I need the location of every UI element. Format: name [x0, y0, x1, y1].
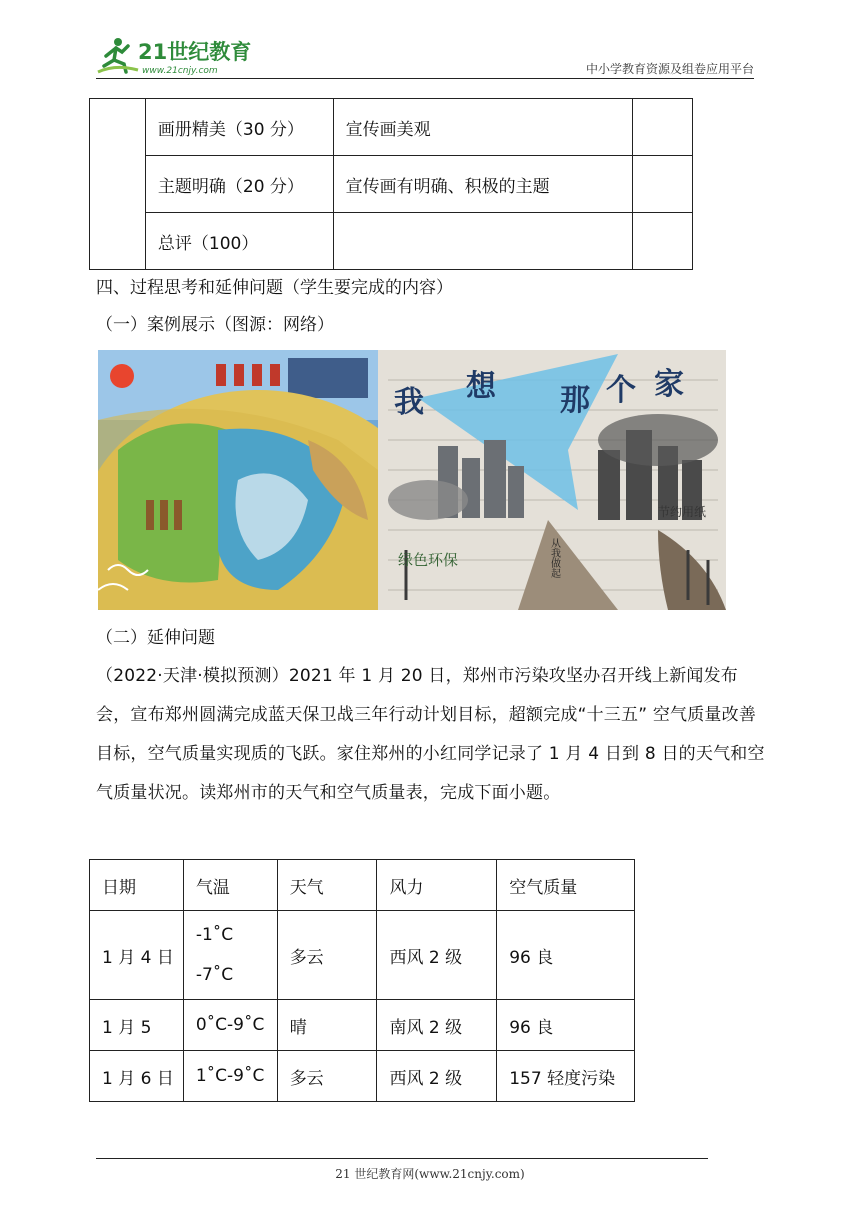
poster-right-label: 节约用纸: [658, 505, 707, 519]
banner-char: 我: [394, 385, 424, 420]
weather-table: [89, 859, 635, 1102]
table-cell: 157 轻度污染: [497, 1051, 635, 1102]
table-cell: [333, 213, 632, 270]
section-heading: 四、过程思考和延伸问题（学生要完成的内容）: [96, 278, 453, 298]
table-row: [90, 99, 693, 156]
city-poster-image: [378, 350, 726, 610]
table-row: [90, 911, 635, 1000]
table-cell: [633, 213, 693, 270]
table-cell: 宣传画美观: [333, 99, 632, 156]
table-cell: 西风 2 级: [377, 911, 497, 1000]
subsection-heading: （一）案例展示（图源：网络）: [96, 315, 334, 335]
table-row: [90, 1051, 635, 1102]
logo-text: 21世纪教育: [138, 40, 252, 64]
table-header-cell: 空气质量: [497, 860, 635, 911]
table-cell: 96 良: [497, 911, 635, 1000]
table-cell: 96 良: [497, 1000, 635, 1051]
footer-site-text: 21 世纪教育网(www.21cnjy.com): [335, 1167, 525, 1181]
temp-high: -1˚C: [195, 925, 234, 945]
table-cell: 总评（100）: [145, 213, 333, 270]
table-cell: 晴: [277, 1000, 377, 1051]
table-cell: 0˚C-9˚C: [183, 1000, 277, 1051]
case-example-images: [98, 350, 726, 610]
banner-char: 那: [560, 383, 590, 418]
table-header-cell: 天气: [277, 860, 377, 911]
table-cell: [183, 911, 277, 1000]
table-cell: 1 月 5: [90, 1000, 184, 1051]
subsection-heading: （二）延伸问题: [96, 628, 215, 648]
table-cell: 画册精美（30 分）: [145, 99, 333, 156]
rubric-table: [89, 98, 693, 270]
table-cell: 1 月 4 日: [90, 911, 184, 1000]
table-cell: [633, 99, 693, 156]
table-row: [90, 213, 693, 270]
banner-char: 个: [606, 373, 636, 408]
table-cell: 宣传画有明确、积极的主题: [333, 156, 632, 213]
table-header-cell: 气温: [183, 860, 277, 911]
table-cell: [633, 156, 693, 213]
table-cell: 多云: [277, 1051, 377, 1102]
poster-vertical-label: 从我做起: [548, 538, 560, 578]
table-header-cell: 风力: [377, 860, 497, 911]
table-row: [90, 156, 693, 213]
temp-low: -7˚C: [195, 965, 234, 985]
banner-char: 家: [654, 367, 684, 402]
header-divider: [96, 78, 754, 79]
table-header-cell: 日期: [90, 860, 184, 911]
table-row: [90, 1000, 635, 1051]
banner-char: 想: [466, 369, 496, 404]
question-paragraph: （2022·天津·模拟预测）2021 年 1 月 20 日，郑州市污染攻坚办召开线上新闻发布会，宣布郑州圆满完成蓝天保卫战三年行动计划目标，超额完成“十三五” 空气质量改善目标，空气质量实现质的飞跃。家住郑州的小红同学记录了 1 月 4 日到 8 日的天气和空气质量状况。读郑州市的天气和空气质量表，完成下面小题。: [96, 666, 765, 803]
table-cell: 西风 2 级: [377, 1051, 497, 1102]
footer-divider: [96, 1158, 708, 1159]
header-platform-text: 中小学教育资源及组卷应用平台: [585, 62, 754, 76]
table-cell: 1 月 6 日: [90, 1051, 184, 1102]
table-cell: 多云: [277, 911, 377, 1000]
table-cell: [90, 99, 146, 270]
site-logo: [96, 34, 266, 78]
table-cell: 1˚C-9˚C: [183, 1051, 277, 1102]
runner-logo-icon: [98, 38, 138, 72]
table-cell: 南风 2 级: [377, 1000, 497, 1051]
logo-url: www.21cnjy.com: [142, 66, 218, 76]
table-cell: 主题明确（20 分）: [145, 156, 333, 213]
table-header-row: [90, 860, 635, 911]
poster-left-label: 绿色环保: [398, 551, 459, 569]
